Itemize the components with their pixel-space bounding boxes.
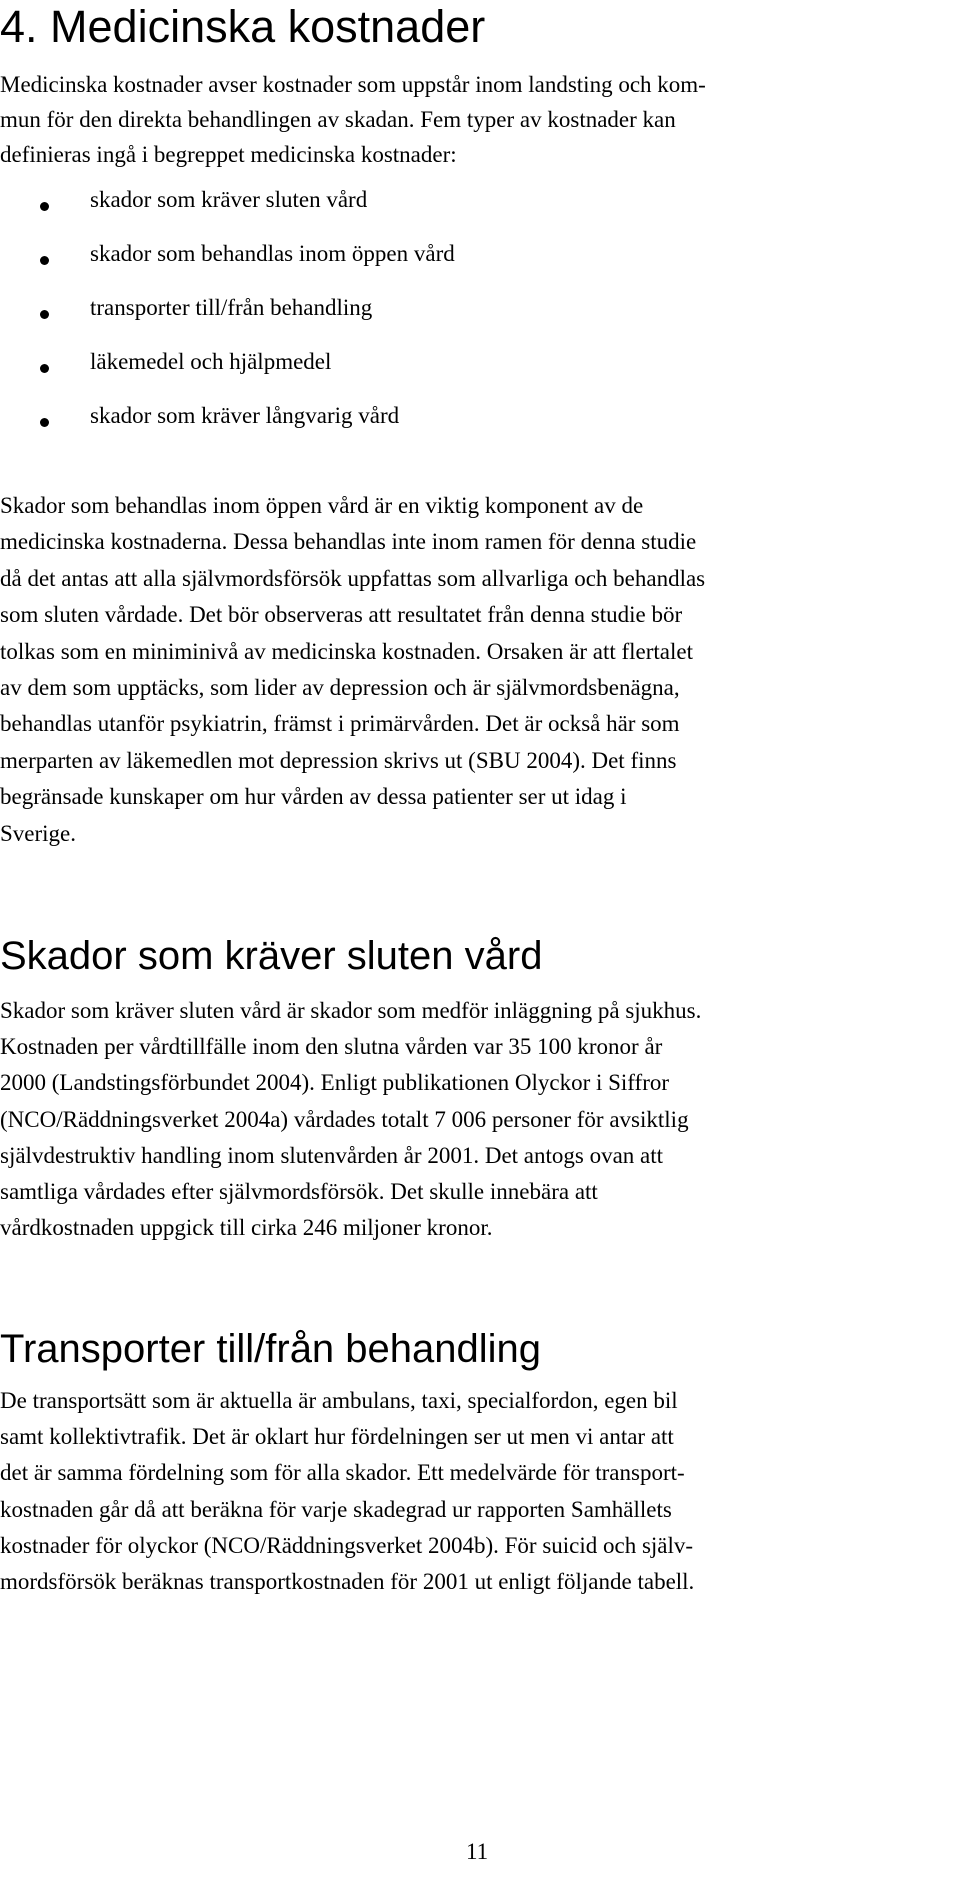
text-line: behandlas utanför psykiatrin, främst i primärvården. Det är också här som	[0, 711, 680, 737]
bullet-icon	[40, 310, 49, 319]
intro-paragraph	[0, 67, 955, 172]
text-line: 2000 (Landstingsförbundet 2004). Enligt publikationen Olyckor i Siffror	[0, 1070, 670, 1096]
text-line: Skador som behandlas inom öppen vård är en viktig komponent av de	[0, 493, 644, 518]
text-line: vårdkostnaden uppgick till cirka 246 miljoner kronor.	[0, 1215, 493, 1241]
text-line: tolkas som en miniminivå av medicinska kostnaden. Orsaken är att flertalet	[0, 638, 693, 664]
section-heading-sluten-vard: Skador som kräver sluten vård	[0, 934, 543, 978]
text-line: kostnader för olyckor (NCO/Räddningsverket 2004b). För suicid och själv-	[0, 1532, 694, 1558]
bullet-icon	[40, 418, 49, 427]
text-line: Medicinska kostnader avser kostnader som uppstår inom landsting och kom-	[0, 72, 706, 97]
text-line: De transportsätt som är aktuella är ambulans, taxi, specialfordon, egen bil	[0, 1388, 678, 1413]
transporter-paragraph	[0, 1383, 955, 1600]
text-line: merparten av läkemedlen mot depression skrivs ut (SBU 2004). Det finns	[0, 747, 677, 773]
text-line: begränsade kunskaper om hur vården av dessa patienter ser ut idag i	[0, 784, 627, 810]
text-line: medicinska kostnaderna. Dessa behandlas inte inom ramen för denna studie	[0, 529, 697, 555]
text-line: mun för den direkta behandlingen av skadan. Fem typer av kostnader kan	[0, 107, 676, 132]
bullet-icon	[40, 202, 49, 211]
text-line: då det antas att alla självmordsförsök uppfattas som allvarliga och behandlas	[0, 565, 706, 591]
text-line: definieras ingå i begreppet medicinska kostnader:	[0, 142, 457, 167]
document-page: 4. Medicinska kostnader Medicinska kostnader avser kostnader som uppstår inom landsting och kom- mun för den direkta behandlingen av skadan. Fem typer av kostnader kan definieras ingå i begreppet medicinska kostnader: skador som kräver sluten vård skador som behandlas inom öppen vård transporter till/från behandling läkemedel och hjälpmedel skador som kräver långvarig vård Skador som behandlas inom öppen vård är en viktig komponent av de medicinska kostnaderna. Dessa behandlas inte inom ramen för denna studie då det antas att alla självmordsförsök uppfattas som allvarliga och behandlas som sluten vårdade. Det bör observeras att resultatet från denna studie bör tolkas som en miniminivå av medicinska kostnaden. Orsaken är att flertalet av dem som upptäcks, som lider av depression och är självmordsbenägna, behandlas utanför psykiatrin, främst i primärvården. Det är också här som merparten av läkemedlen mot depression skrivs ut (SBU 2004). Det finns begränsade kunskaper om hur vården av dessa patienter ser ut idag i Sverige. Skador som kräver sluten vård Skador som kräver sluten vård är skador som medför inläggning på sjukhus. Kostnaden per vårdtillfälle inom den slutna vården var 35 100 kronor år 2000 (Landstingsförbundet 2004). Enligt publikationen Olyckor i Siffror (NCO/Räddningsverket 2004a) vårdades totalt 7 006 personer för avsiktlig självdestruktiv handling inom slutenvården år 2001. Det antogs ovan att samtliga vårdades efter självmordsförsök. Det skulle innebära att vårdkostnaden uppgick till cirka 246 miljoner kronor. Transporter till/från behandling De transportsätt som är aktuella är ambulans, taxi, specialfordon, egen bil samt kollektivtrafik. Det är oklart hur fördelningen ser ut men vi antar att det är samma fördelning som för alla skador. Ett medelvärde för transport- kostnaden går då att beräkna för varje skadegrad ur rapporten Samhällets kostnader för olyckor (NCO/Räddningsverket 2004b). För suicid och själv- mordsförsök beräknas transportkostnaden för 2001 ut enligt följande tabell. 11	[0, 0, 960, 1880]
text-line: (NCO/Räddningsverket 2004a) vårdades totalt 7 006 personer för avsiktlig	[0, 1106, 689, 1132]
section-heading-transporter: Transporter till/från behandling	[0, 1327, 542, 1371]
bullet-icon	[40, 364, 49, 373]
text-line: Sverige.	[0, 820, 77, 846]
text-line: självdestruktiv handling inom slutenvården år 2001. Det antogs ovan att	[0, 1142, 664, 1168]
text-line: Skador som kräver sluten vård är skador som medför inläggning på sjukhus.	[0, 998, 702, 1023]
text-line: av dem som upptäcks, som lider av depression och är självmordsbenägna,	[0, 675, 680, 701]
text-line: mordsförsök beräknas transportkostnaden för 2001 ut enligt följande tabell.	[0, 1569, 695, 1595]
bullet-icon	[40, 256, 49, 265]
text-line: samtliga vårdades efter självmordsförsök. Det skulle innebära att	[0, 1179, 598, 1205]
text-line: det är samma fördelning som för alla skador. Ett medelvärde för transport-	[0, 1460, 685, 1486]
text-line: som sluten vårdade. Det bör observeras att resultatet från denna studie bör	[0, 602, 683, 628]
text-line: samt kollektivtrafik. Det är oklart hur fördelningen ser ut men vi antar att	[0, 1424, 674, 1450]
text-line: kostnaden går då att beräkna för varje skadegrad ur rapporten Samhällets	[0, 1496, 672, 1522]
page-number: 11	[466, 1839, 489, 1864]
text-line: Kostnaden per vårdtillfälle inom den slutna vården var 35 100 kronor år	[0, 1034, 663, 1060]
sluten-vard-paragraph	[0, 993, 955, 1246]
open-care-paragraph	[0, 488, 955, 852]
chapter-heading: 4. Medicinska kostnader	[0, 1, 486, 52]
